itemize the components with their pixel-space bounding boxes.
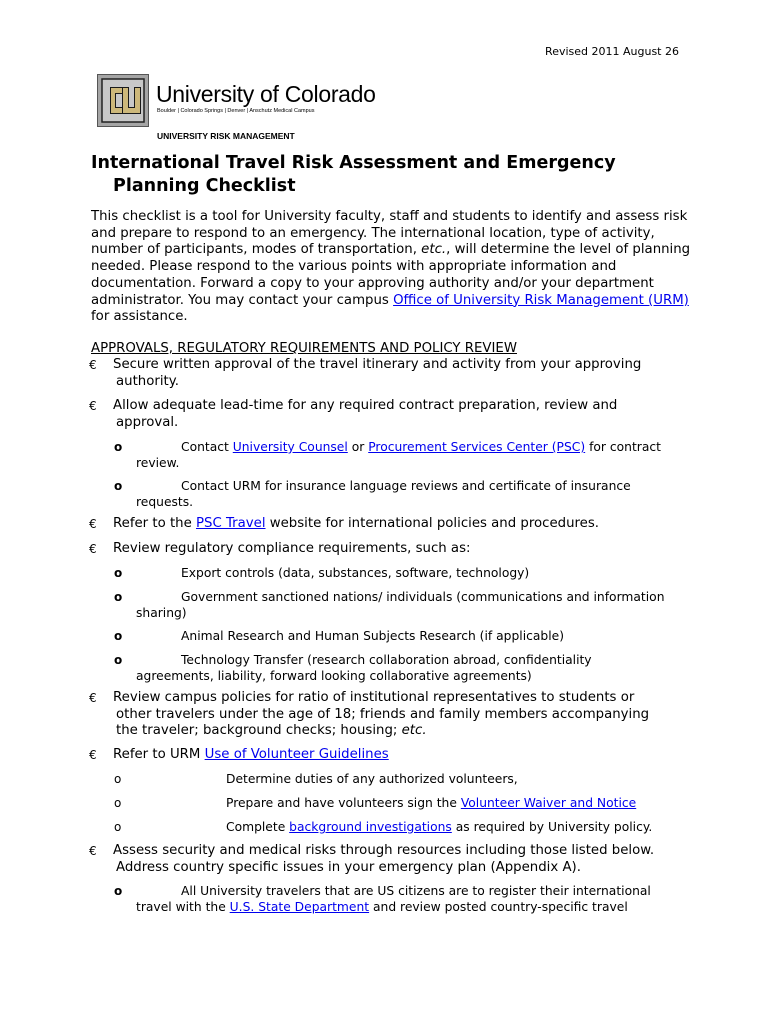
checklist-subitem [114,819,684,835]
subitem-text: Contact [181,440,233,454]
subitem-text-cont: travel with the [136,900,230,914]
subitem-text: as required by University policy. [451,820,653,834]
euro-bullet-icon: € [89,691,97,705]
euro-bullet-icon: € [89,358,97,372]
logo-university-name: University of Colorado [156,81,376,107]
item-text-cont: the traveler; background checks; housing; [116,723,402,739]
checklist-item [89,541,689,558]
item-text: Assess security and medical risks through resources including those listed below. [113,843,655,858]
item-text-cont: other travelers under the age of 18; friends and family members accompanying [116,706,650,722]
item-text-cont: authority. [116,373,179,389]
checklist-item [89,747,689,764]
subitem-text: Animal Research and Human Subjects Research (if applicable) [181,629,564,643]
circle-bullet-icon: o [114,629,123,643]
subitem-text: Contact URM for insurance language reviews and certificate of insurance [181,479,631,493]
title-line-1: International Travel Risk Assessment and Emergency [91,153,616,173]
checklist-subitem [114,652,684,684]
subitem-text: Prepare and have volunteers sign the [226,796,461,810]
intro-text-c: for assistance. [91,309,188,325]
university-counsel-link[interactable]: University Counsel [232,440,348,454]
checklist-subitem [114,771,684,787]
circle-bullet-icon: o [114,772,122,786]
item-text-etc: etc. [401,723,427,739]
subitem-text: Government sanctioned nations/ individuals (communications and information [181,590,665,604]
item-text: Refer to URM [113,747,205,762]
circle-bullet-icon: o [114,820,122,834]
subitem-text-cont: review. [136,456,180,470]
intro-text-a: This checklist is a tool for University faculty, staff and students to identify and assess risk and prepare to respond to an emergency. The international location, type of activity, number of participants, modes of transportation, [91,209,688,258]
euro-bullet-icon: € [89,844,97,858]
item-text-cont: approval. [116,414,179,430]
subitem-text: Complete [226,820,290,834]
circle-bullet-icon: o [114,440,123,454]
checklist-item [89,398,689,431]
subitem-text: or [347,440,369,454]
subitem-text-cont: and review posted country-specific travel [369,900,628,914]
euro-bullet-icon: € [89,399,97,413]
intro-paragraph [91,209,691,326]
checklist-item [89,357,689,390]
revision-date: Revised 2011 August 26 [545,45,679,58]
checklist-item [89,690,689,740]
checklist-subitem [114,883,684,915]
circle-bullet-icon: o [114,796,122,810]
checklist-subitem [114,478,684,510]
circle-bullet-icon: o [114,479,123,493]
checklist-subitem [114,589,684,621]
checklist-subitem [114,628,684,644]
intro-etc: etc. [421,242,447,258]
euro-bullet-icon: € [89,517,97,531]
background-investigations-link[interactable]: background investigations [289,820,452,834]
circle-bullet-icon: o [114,566,123,580]
subitem-text: for contract [585,440,661,454]
subitem-text: Determine duties of any authorized volunteers, [226,772,518,786]
subitem-text-cont: sharing) [136,606,187,620]
euro-bullet-icon: € [89,748,97,762]
state-department-link[interactable]: U.S. State Department [229,900,370,914]
item-text: Review regulatory compliance requirements, such as: [113,541,471,556]
subitem-text: Export controls (data, substances, software, technology) [181,566,530,580]
item-text: website for international policies and procedures. [265,516,600,531]
logo-department: UNIVERSITY RISK MANAGEMENT [157,131,295,141]
urm-office-link[interactable]: Office of University Risk Management (URM) [393,292,689,308]
psc-link[interactable]: Procurement Services Center (PSC) [368,440,586,454]
cu-logo-icon [97,74,149,127]
checklist-subitem [114,565,684,581]
checklist-subitem [114,795,684,811]
item-text: Secure written approval of the travel itinerary and activity from your approving [113,357,642,372]
checklist-subitem [114,439,684,471]
subitem-text: All University travelers that are US citizens are to register their international [181,884,651,898]
section-heading: APPROVALS, REGULATORY REQUIREMENTS AND POLICY REVIEW [91,341,517,356]
circle-bullet-icon: o [114,590,123,604]
subitem-text-cont: agreements, liability, forward looking collaborative agreements) [136,669,532,683]
item-text-cont: Address country specific issues in your emergency plan (Appendix A). [116,859,581,875]
volunteer-guidelines-link[interactable]: Use of Volunteer Guidelines [204,747,389,762]
checklist-item [89,516,689,533]
circle-bullet-icon: o [114,884,123,898]
title-line-2: Planning Checklist [113,176,296,196]
logo-campuses: Boulder | Colorado Springs | Denver | Anschutz Medical Campus [157,108,315,114]
volunteer-waiver-link[interactable]: Volunteer Waiver and Notice [460,796,637,810]
item-text: Allow adequate lead-time for any required contract preparation, review and [113,398,618,413]
psc-travel-link[interactable]: PSC Travel [196,516,266,531]
item-text: Refer to the [113,516,197,531]
subitem-text: Technology Transfer (research collaboration abroad, confidentiality [181,653,592,667]
euro-bullet-icon: € [89,542,97,556]
item-text: Review campus policies for ratio of institutional representatives to students or [113,690,635,705]
checklist-item [89,843,689,876]
subitem-text-cont: requests. [136,495,194,509]
intro-text-b: , will determine the level of planning needed. Please respond to the various points with appropriate information and documentation. Forward a copy to your approving authority and/or your department administrator. You may contact your campus [91,242,691,308]
circle-bullet-icon: o [114,653,123,667]
page-title [91,152,691,198]
